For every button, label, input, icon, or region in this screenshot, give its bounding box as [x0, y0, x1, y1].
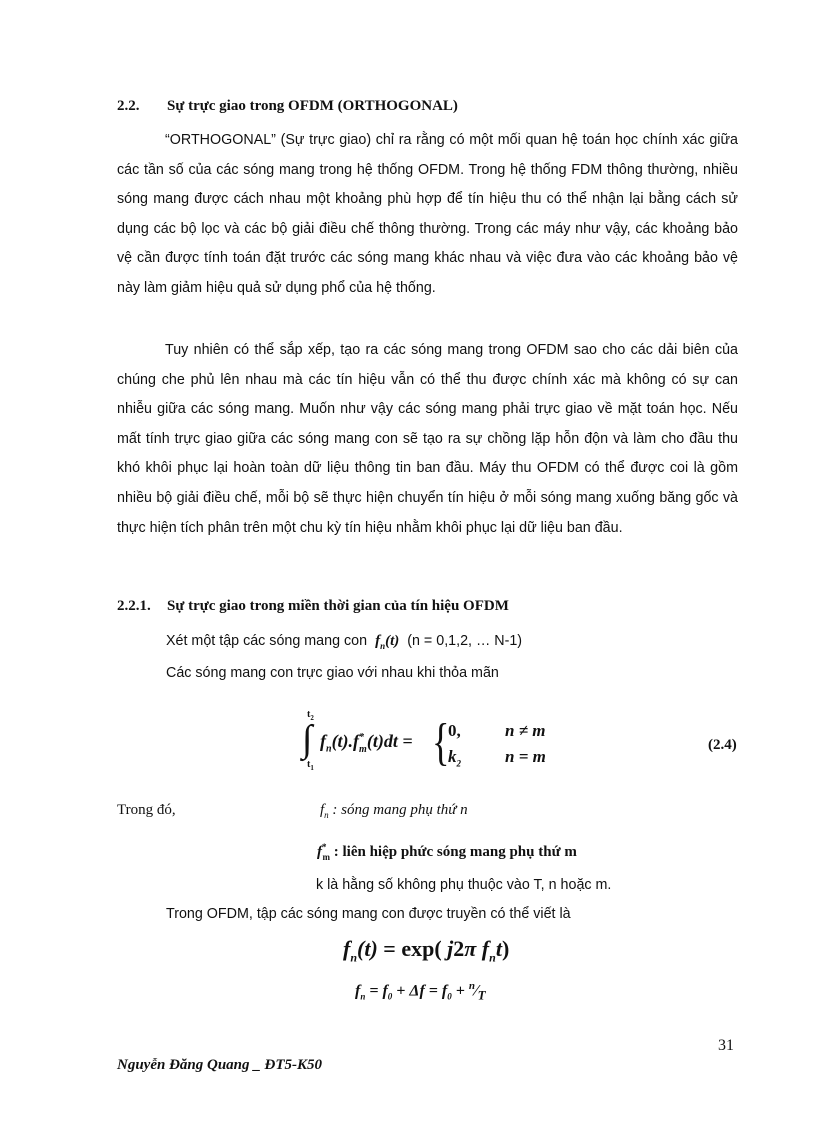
equation-frequency: $f_n = f_0 + \Delta f = f_0$ + $^n⁄_T$	[355, 980, 486, 1003]
consider-range: (n = 0,1,2, … N-1)	[407, 633, 523, 649]
consider-text: Xét một tập các sóng mang con	[166, 633, 368, 649]
piecewise-brace: {	[432, 714, 450, 771]
definition-fm-conjugate: $f^*_m$ : liên hiệp phức sóng mang phụ thứ m	[317, 842, 577, 862]
equation-2-4	[300, 709, 580, 775]
case1-value: 0,	[448, 721, 461, 740]
integrand: $f_n(t).f^*_m(t)dt$ =	[320, 731, 413, 755]
integral-lower-limit: $t_1$	[307, 759, 314, 772]
integral-upper-limit: $t_2$	[307, 709, 314, 722]
integral-sign: ∫	[302, 718, 313, 760]
definition-fn: $f_n$ : sóng mang phụ thứ n	[320, 802, 468, 820]
case1-condition: n ≠ m	[505, 721, 546, 740]
case2-condition: n = m	[505, 747, 546, 766]
footer-author: Nguyễn Đăng Quang _ ĐT5-K50	[117, 1057, 323, 1073]
consider-line	[166, 633, 522, 651]
paragraph-orthogonal-intro: “ORTHOGONAL” (Sự trực giao) chỉ ra rằng có một mối quan hệ toán học chính xác giữa các tần số của các sóng mang trong hệ thống OFDM. Trong hệ thống FDM thông thường, nhiều sóng mang được cách nhau một khoảng phù hợp để tín hiệu thu có thể nhận lại bằng cách sử dụng các bộ lọc và các bộ giải điều chế thông thường. Trong các máy như vậy, các khoảng bảo vệ cần được tính toán đặt trước các sóng mang khác nhau và việc đưa vào các khoảng bảo vệ này làm giảm hiệu quả sử dụng phổ của hệ thống.	[117, 132, 738, 296]
subsection-title: Sự trực giao trong miền thời gian của tín hiệu OFDM	[167, 598, 509, 614]
condition-line: Các sóng mang con trực giao với nhau khi thỏa mãn	[166, 665, 499, 681]
section-title: Sự trực giao trong OFDM (ORTHOGONAL)	[167, 98, 458, 114]
transmitted-line: Trong OFDM, tập các sóng mang con được truyền có thể viết là	[166, 906, 571, 922]
page-number: 31	[718, 1037, 734, 1054]
subsection-number: 2.2.1.	[117, 598, 151, 614]
equation-label: (2.4)	[708, 737, 737, 753]
section-number: 2.2.	[117, 98, 140, 114]
fn-symbol: $f_n(t)$	[375, 633, 400, 651]
definition-k: k là hằng số không phụ thuộc vào T, n hoặc m.	[316, 877, 612, 893]
equation-exp: $f_n(t) = \exp$( j2π $f_nt$)	[343, 936, 510, 965]
where-label: Trong đó,	[117, 802, 176, 818]
case2-value: $k_2$	[448, 747, 461, 769]
paragraph-orthogonal-detail: Tuy nhiên có thể sắp xếp, tạo ra các sóng mang trong OFDM sao cho các dải biên của chúng che phủ lên nhau mà các tín hiệu vẫn có thể thu được chính xác mà không có sự can nhiễu giữa các sóng mang. Muốn như vậy các sóng mang phải trực giao về mặt toán học. Nếu mất tính trực giao giữa các sóng mang con sẽ tạo ra sự chồng lặp hỗn độn và làm cho đầu thu khó khôi phục lại hoàn toàn dữ liệu thông tin ban đầu. Máy thu OFDM có thể được coi là gồm nhiều bộ giải điều chế, mỗi bộ sẽ thực hiện chuyển tín hiệu ở mỗi sóng mang xuống băng gốc và thực hiện tích phân trên một chu kỳ tín hiệu nhằm khôi phục lại dữ liệu ban đầu.	[117, 342, 738, 536]
